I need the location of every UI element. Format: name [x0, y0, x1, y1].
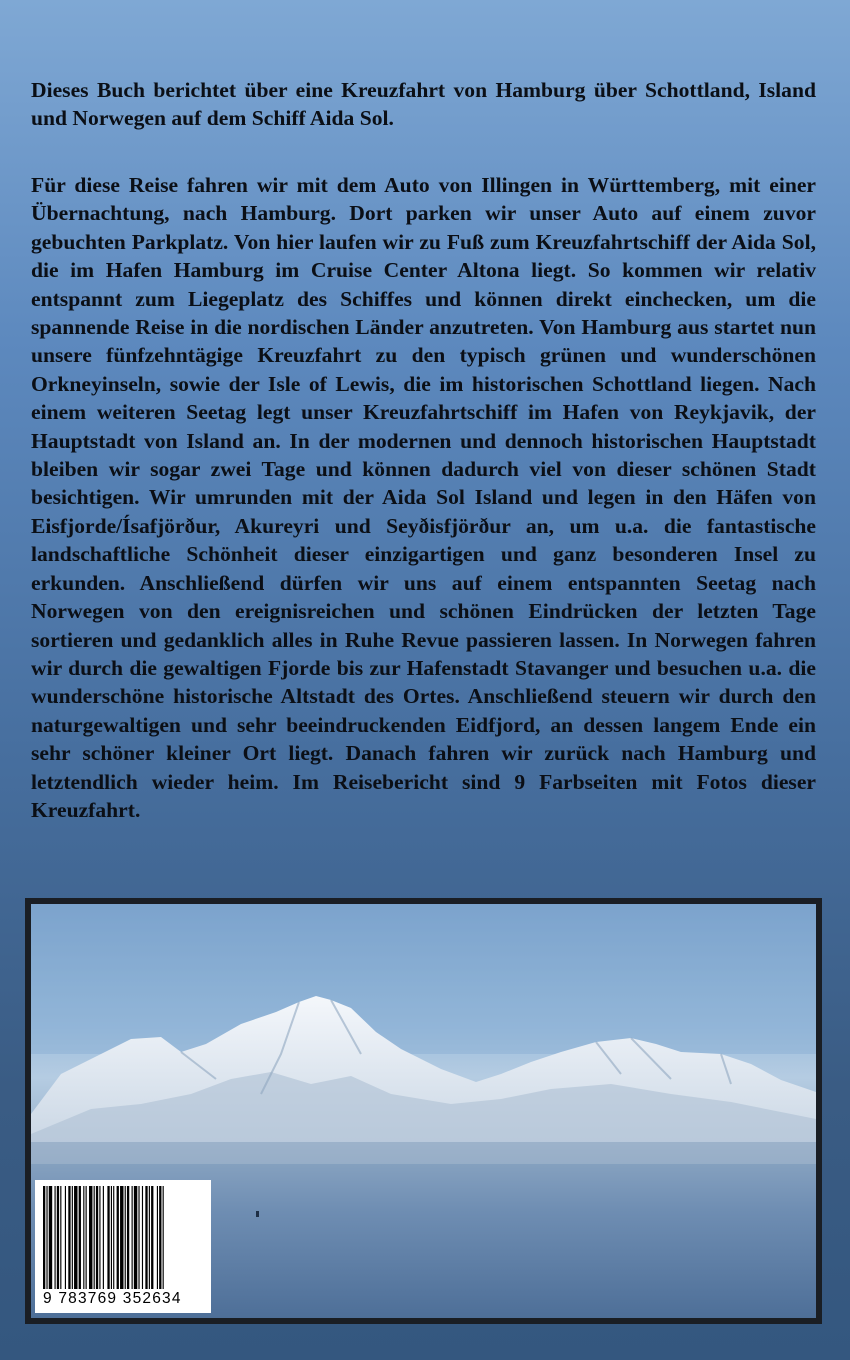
- barcode-bar: [113, 1186, 114, 1289]
- barcode-bar: [127, 1186, 129, 1289]
- barcode-bar: [60, 1186, 61, 1289]
- barcode-bar: [159, 1186, 161, 1289]
- description-paragraph: Für diese Reise fahren wir mit dem Auto von Illingen in Württemberg, mit einer Übernachtung, nach Hamburg. Dort parken wir unser Auto auf einem zuvor gebuchten Parkplatz. Von hier laufen wir zu Fuß zum Kreuzfahrtschiff der Aida Sol, die im Hafen Hamburg im Cruise Center Altona liegt. So kommen wir relativ entspannt zum Liegeplatz des Schiffes und können direkt einchecken, um die spannende Reise in die nordischen Länder anzutreten. Von Hamburg aus startet nun unsere fünfzehntägige Kreuzfahrt zu den typisch grünen und wunderschönen Orkneyinseln, sowie der Isle of Lewis, die im historischen Schottland liegen. Nach einem weiteren Seetag legt unser Kreuzfahrtschiff im Hafen von Reykjavik, der Hauptstadt von Island an. In der modernen und dennoch historischen Hauptstadt bleiben wir sogar zwei Tage und können dadurch viel von dieser schönen Stadt besichtigen. Wir umrunden mit der Aida Sol Island und legen in den Häfen von Eisfjorde/Ísafjörður, Akureyri und Seyðisfjörður an, um u.a. die fantastische landschaftliche Schönheit dieser einzigartigen und ganz besonderen Insel zu erkunden. Anschließend dürfen wir uns auf einem entspannten Seetag nach Norwegen von den ereignisreichen und schönen Eindrücken der letzten Tage sortieren und gedanklich alles in Ruhe Revue passieren lassen. In Norwegen fahren wir durch die gewaltigen Fjorde bis zur Hafenstadt Stavanger und besuchen u.a. die wunderschöne historische Altstadt des Ortes. Anschließend steuern wir durch den naturgewaltigen und sehr beeindruckenden Eidfjord, an dessen langem Ende ein sehr schöner kleiner Ort liegt. Danach fahren wir zurück nach Hamburg und letztendlich wieder heim. Im Reisebericht sind 9 Farbseiten mit Fotos dieser Kreuzfahrt.: [31, 173, 816, 822]
- barcode-bar: [132, 1186, 133, 1289]
- barcode-bar: [72, 1186, 73, 1289]
- barcode-bar: [65, 1186, 66, 1289]
- barcode-bar: [107, 1186, 109, 1289]
- barcode-bar: [134, 1186, 137, 1289]
- mist: [31, 1142, 816, 1164]
- barcode-bar: [111, 1186, 112, 1289]
- barcode-bar: [125, 1186, 126, 1289]
- barcode-bar: [157, 1186, 158, 1289]
- barcode-bar: [117, 1186, 119, 1289]
- barcode-bar: [49, 1186, 52, 1289]
- buoy: [256, 1211, 259, 1217]
- barcode-bar: [74, 1186, 77, 1289]
- barcode-bar: [94, 1186, 95, 1289]
- barcode-bar: [68, 1186, 70, 1289]
- barcode-bar: [96, 1186, 98, 1289]
- barcode-bar: [163, 1186, 164, 1289]
- barcode-bar: [149, 1186, 150, 1289]
- barcode-bar: [99, 1186, 100, 1289]
- barcode-bar: [83, 1186, 84, 1289]
- barcode-bars: [43, 1186, 203, 1289]
- barcode-bar: [46, 1186, 47, 1289]
- barcode-bar: [142, 1186, 143, 1289]
- barcode-bar: [57, 1186, 59, 1289]
- intro-paragraph: Dieses Buch berichtet über eine Kreuzfahrt von Hamburg über Schottland, Island und Norwegen auf dem Schiff Aida Sol.: [31, 78, 816, 131]
- isbn-number: 9 783769 352634: [43, 1290, 182, 1307]
- barcode-bar: [151, 1186, 153, 1289]
- sky: [31, 904, 816, 1054]
- barcode-bar: [86, 1186, 87, 1289]
- barcode-bar: [89, 1186, 92, 1289]
- barcode-bar: [138, 1186, 139, 1289]
- barcode-bar: [55, 1186, 56, 1289]
- barcode-bar: [103, 1186, 104, 1289]
- isbn-barcode: [35, 1180, 211, 1313]
- barcode-bar: [145, 1186, 147, 1289]
- barcode-bar: [79, 1186, 81, 1289]
- barcode-bar: [120, 1186, 123, 1289]
- barcode-bar: [43, 1186, 45, 1289]
